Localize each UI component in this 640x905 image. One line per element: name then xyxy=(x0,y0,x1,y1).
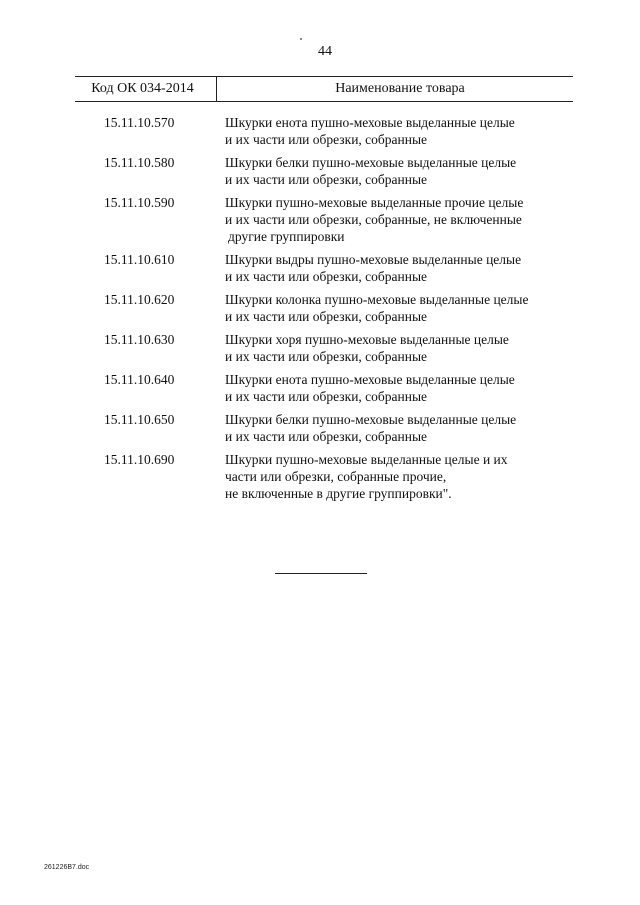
row-name-line: и их части или обрезки, собранные xyxy=(225,172,428,187)
row-name-line: и их части или обрезки, собранные xyxy=(225,429,428,444)
row-name-line: и их части или обрезки, собранные xyxy=(225,309,428,324)
table-row xyxy=(0,451,640,502)
row-name xyxy=(225,251,570,285)
table-row xyxy=(0,411,640,445)
row-name xyxy=(225,331,570,365)
row-name-line: части или обрезки, собранные прочие, xyxy=(225,469,447,484)
row-name xyxy=(225,451,570,502)
page-mark xyxy=(300,38,302,40)
table-row xyxy=(0,114,640,148)
end-of-document-rule xyxy=(275,573,367,574)
table-row xyxy=(0,331,640,365)
row-name-line: Шкурки белки пушно-меховые выделанные целые xyxy=(225,412,517,427)
row-name-line: и их части или обрезки, собранные, не включенные xyxy=(225,212,522,227)
row-name xyxy=(225,291,570,325)
row-name-line: и их части или обрезки, собранные xyxy=(225,269,428,284)
row-name-line: Шкурки белки пушно-меховые выделанные целые xyxy=(225,155,517,170)
row-name-line: Шкурки выдры пушно-меховые выделанные целые xyxy=(225,252,522,267)
row-code: 15.11.10.580 xyxy=(104,155,175,170)
table-row xyxy=(0,251,640,285)
row-name xyxy=(225,411,570,445)
row-code: 15.11.10.690 xyxy=(104,452,175,467)
table-row xyxy=(0,291,640,325)
row-name xyxy=(225,371,570,405)
row-name-line: не включенные в другие группировки". xyxy=(225,486,452,501)
row-name-line: Шкурки пушно-меховые выделанные целые и их xyxy=(225,452,508,467)
page-number: 44 xyxy=(318,44,332,59)
header-code: Код ОК 034-2014 xyxy=(75,77,217,101)
row-name xyxy=(225,114,570,148)
row-name-line: Шкурки енота пушно-меховые выделанные целые xyxy=(225,115,515,130)
row-name-line: другие группировки xyxy=(228,229,345,244)
row-code: 15.11.10.610 xyxy=(104,252,175,267)
row-name xyxy=(225,154,570,188)
row-code: 15.11.10.630 xyxy=(104,332,175,347)
row-name-line: Шкурки енота пушно-меховые выделанные целые xyxy=(225,372,515,387)
table-row xyxy=(0,371,640,405)
row-code: 15.11.10.620 xyxy=(104,292,175,307)
header-name: Наименование товара xyxy=(335,81,465,96)
table-body xyxy=(0,114,640,508)
table-row xyxy=(0,154,640,188)
row-name-line: и их части или обрезки, собранные xyxy=(225,389,428,404)
row-code: 15.11.10.650 xyxy=(104,412,175,427)
row-name-line: и их части или обрезки, собранные xyxy=(225,349,428,364)
row-name xyxy=(225,194,570,245)
row-code: 15.11.10.590 xyxy=(104,195,175,210)
row-name-line: и их части или обрезки, собранные xyxy=(225,132,428,147)
document-filename: 261226B7.doc xyxy=(44,864,90,871)
row-name-line: Шкурки пушно-меховые выделанные прочие целые xyxy=(225,195,524,210)
table-row xyxy=(0,194,640,245)
table-header xyxy=(75,76,573,102)
row-code: 15.11.10.570 xyxy=(104,115,175,130)
row-name-line: Шкурки хоря пушно-меховые выделанные целые xyxy=(225,332,509,347)
row-name-line: Шкурки колонка пушно-меховые выделанные целые xyxy=(225,292,529,307)
row-code: 15.11.10.640 xyxy=(104,372,175,387)
